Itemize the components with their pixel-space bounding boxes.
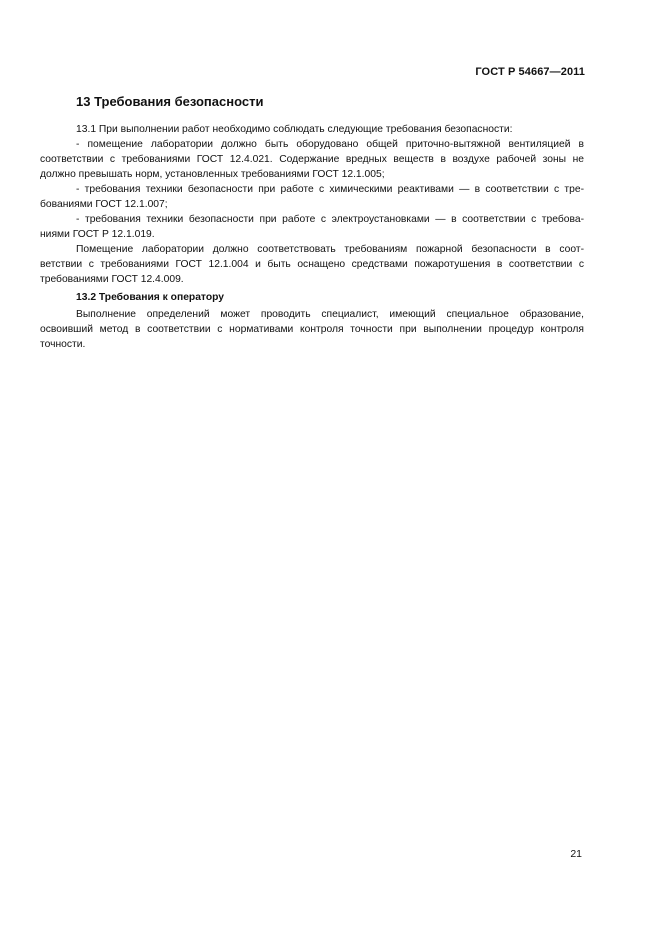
paragraph-line: 13.1 При выполнении работ необходимо соблюдать следующие требования безопасности:: [76, 124, 513, 135]
document-code: ГОСТ Р 54667—2011: [475, 66, 585, 78]
page-number: 21: [570, 848, 582, 860]
paragraph-line: ниями ГОСТ Р 12.1.019.: [40, 229, 155, 240]
paragraph-line: ветствии с требованиями ГОСТ 12.1.004 и быть оснащено средствами пожаротушения в соответствии с: [40, 259, 584, 270]
paragraph-line: освоивший метод в соответствии с нормативами контроля точности при выполнении процедур контроля: [40, 324, 584, 335]
subsection-title: 13.2 Требования к оператору: [76, 292, 225, 303]
paragraph-line: - помещение лаборатории должно быть оборудовано общей приточно-вытяжной вентиляцией в: [76, 139, 584, 150]
paragraph-line: - требования техники безопасности при работе с химическими реактивами — в соответствии с тре-: [76, 184, 584, 195]
paragraph-line: бованиями ГОСТ 12.1.007;: [40, 199, 168, 210]
paragraph-line: соответствии с требованиями ГОСТ 12.4.021. Содержание вредных веществ в воздухе рабочей зоны не: [40, 154, 584, 165]
paragraph-line: Помещение лаборатории должно соответствовать требованиям пожарной безопасности в соот-: [76, 244, 584, 255]
paragraph-line: требованиями ГОСТ 12.4.009.: [40, 274, 184, 285]
paragraph-line: - требования техники безопасности при работе с электроустановками — в соответствии с требова-: [76, 214, 584, 225]
paragraph-line: Выполнение определений может проводить специалист, имеющий специальное образование,: [76, 309, 584, 320]
paragraph-line: должно превышать норм, установленных требованиями ГОСТ 12.1.005;: [40, 169, 385, 180]
section-title: 13 Требования безопасности: [76, 94, 264, 109]
paragraph-line: точности.: [40, 339, 86, 350]
